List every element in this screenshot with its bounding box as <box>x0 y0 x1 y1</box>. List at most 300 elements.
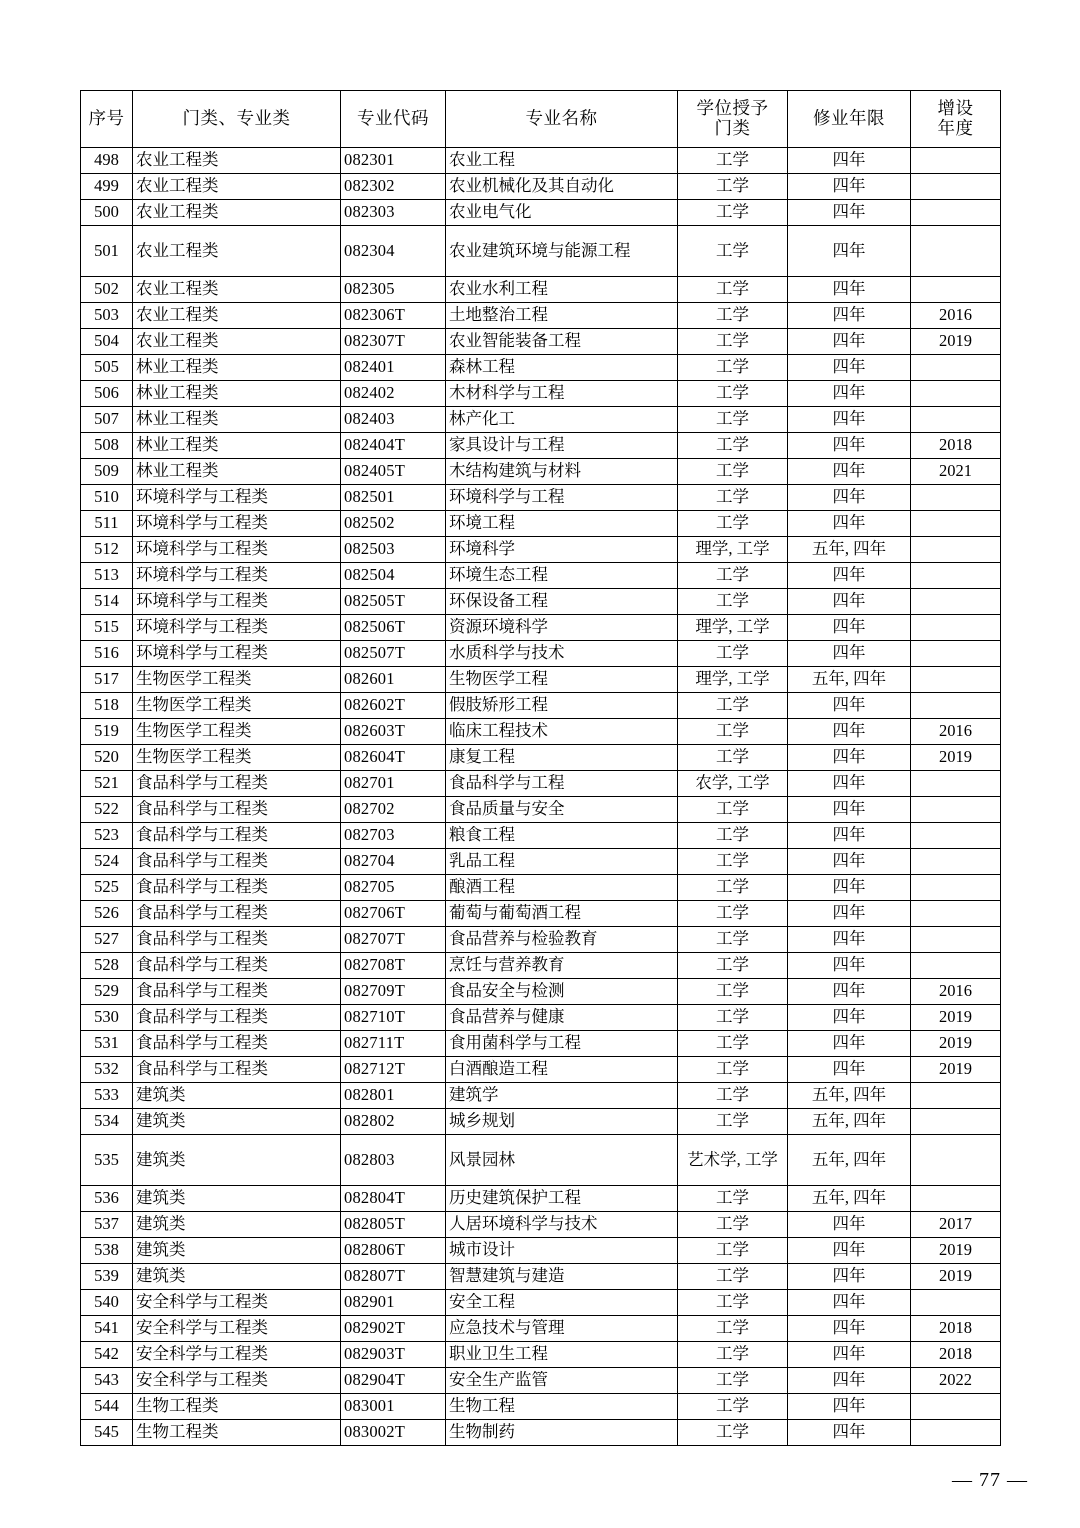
cell-code: 082604T <box>341 745 446 771</box>
cell-name: 水质科学与技术 <box>446 641 678 667</box>
cell-category: 建筑类 <box>133 1083 341 1109</box>
cell-added-year <box>911 381 1001 407</box>
table-row <box>81 589 1001 615</box>
cell-degree: 工学 <box>678 901 788 927</box>
cell-name: 城市设计 <box>446 1238 678 1264</box>
cell-degree: 工学 <box>678 303 788 329</box>
cell-added-year <box>911 927 1001 953</box>
cell-name: 农业建筑环境与能源工程 <box>446 226 678 277</box>
cell-duration: 四年 <box>788 226 911 277</box>
cell-name: 乳品工程 <box>446 849 678 875</box>
cell-index: 538 <box>81 1238 133 1264</box>
table-row <box>81 1186 1001 1212</box>
cell-code: 082507T <box>341 641 446 667</box>
cell-added-year: 2021 <box>911 459 1001 485</box>
cell-added-year <box>911 511 1001 537</box>
cell-added-year <box>911 667 1001 693</box>
cell-code: 082504 <box>341 563 446 589</box>
cell-index: 542 <box>81 1342 133 1368</box>
table-row <box>81 901 1001 927</box>
cell-duration: 四年 <box>788 355 911 381</box>
cell-index: 519 <box>81 719 133 745</box>
cell-duration: 四年 <box>788 797 911 823</box>
cell-name: 职业卫生工程 <box>446 1342 678 1368</box>
cell-added-year: 2018 <box>911 1316 1001 1342</box>
cell-degree: 工学 <box>678 875 788 901</box>
table-row <box>81 511 1001 537</box>
cell-duration: 五年, 四年 <box>788 537 911 563</box>
cell-category: 食品科学与工程类 <box>133 797 341 823</box>
cell-code: 082501 <box>341 485 446 511</box>
table-row <box>81 485 1001 511</box>
cell-index: 535 <box>81 1135 133 1186</box>
cell-name: 烹饪与营养教育 <box>446 953 678 979</box>
cell-category: 食品科学与工程类 <box>133 1031 341 1057</box>
cell-category: 生物工程类 <box>133 1394 341 1420</box>
cell-code: 083002T <box>341 1420 446 1446</box>
table-row <box>81 1135 1001 1186</box>
cell-code: 082404T <box>341 433 446 459</box>
cell-degree: 工学 <box>678 355 788 381</box>
cell-name: 食品营养与健康 <box>446 1005 678 1031</box>
cell-duration: 四年 <box>788 381 911 407</box>
cell-degree: 工学 <box>678 1109 788 1135</box>
cell-added-year <box>911 901 1001 927</box>
cell-code: 082503 <box>341 537 446 563</box>
cell-duration: 四年 <box>788 174 911 200</box>
cell-index: 506 <box>81 381 133 407</box>
cell-category: 环境科学与工程类 <box>133 485 341 511</box>
cell-degree: 工学 <box>678 1212 788 1238</box>
cell-duration: 四年 <box>788 979 911 1005</box>
cell-code: 082710T <box>341 1005 446 1031</box>
cell-category: 环境科学与工程类 <box>133 615 341 641</box>
table-row <box>81 1057 1001 1083</box>
table-row <box>81 1238 1001 1264</box>
cell-category: 农业工程类 <box>133 303 341 329</box>
cell-code: 082305 <box>341 277 446 303</box>
cell-category: 食品科学与工程类 <box>133 1005 341 1031</box>
table-row <box>81 693 1001 719</box>
cell-degree: 工学 <box>678 979 788 1005</box>
cell-name: 生物工程 <box>446 1394 678 1420</box>
cell-duration: 四年 <box>788 148 911 174</box>
cell-category: 食品科学与工程类 <box>133 953 341 979</box>
cell-index: 507 <box>81 407 133 433</box>
cell-code: 082802 <box>341 1109 446 1135</box>
cell-name: 食品安全与检测 <box>446 979 678 1005</box>
cell-added-year <box>911 1135 1001 1186</box>
cell-duration: 四年 <box>788 1342 911 1368</box>
cell-index: 515 <box>81 615 133 641</box>
table-row <box>81 745 1001 771</box>
cell-degree: 工学 <box>678 693 788 719</box>
table-row <box>81 875 1001 901</box>
table-row <box>81 615 1001 641</box>
cell-code: 082903T <box>341 1342 446 1368</box>
cell-name: 资源环境科学 <box>446 615 678 641</box>
cell-category: 农业工程类 <box>133 200 341 226</box>
cell-added-year <box>911 1083 1001 1109</box>
cell-index: 513 <box>81 563 133 589</box>
cell-name: 食用菌科学与工程 <box>446 1031 678 1057</box>
table-row <box>81 979 1001 1005</box>
cell-name: 环境科学 <box>446 537 678 563</box>
column-header-duration: 修业年限 <box>788 91 911 148</box>
cell-index: 524 <box>81 849 133 875</box>
cell-category: 生物医学工程类 <box>133 745 341 771</box>
cell-index: 514 <box>81 589 133 615</box>
cell-duration: 四年 <box>788 589 911 615</box>
cell-index: 540 <box>81 1290 133 1316</box>
cell-index: 521 <box>81 771 133 797</box>
cell-added-year <box>911 200 1001 226</box>
column-header-added-line2: 年度 <box>937 118 974 138</box>
cell-code: 082402 <box>341 381 446 407</box>
cell-index: 534 <box>81 1109 133 1135</box>
cell-index: 499 <box>81 174 133 200</box>
cell-degree: 工学 <box>678 381 788 407</box>
cell-degree: 工学 <box>678 1186 788 1212</box>
cell-code: 082304 <box>341 226 446 277</box>
table-row <box>81 1290 1001 1316</box>
cell-index: 517 <box>81 667 133 693</box>
cell-name: 历史建筑保护工程 <box>446 1186 678 1212</box>
cell-added-year <box>911 589 1001 615</box>
cell-degree: 工学 <box>678 1057 788 1083</box>
cell-category: 林业工程类 <box>133 355 341 381</box>
cell-code: 082806T <box>341 1238 446 1264</box>
cell-index: 498 <box>81 148 133 174</box>
cell-added-year: 2019 <box>911 1031 1001 1057</box>
cell-duration: 四年 <box>788 563 911 589</box>
table-row <box>81 823 1001 849</box>
table-row <box>81 667 1001 693</box>
cell-degree: 工学 <box>678 641 788 667</box>
cell-degree: 工学 <box>678 1238 788 1264</box>
cell-code: 082709T <box>341 979 446 1005</box>
cell-added-year: 2019 <box>911 1264 1001 1290</box>
cell-category: 安全科学与工程类 <box>133 1342 341 1368</box>
table-row <box>81 1031 1001 1057</box>
cell-index: 543 <box>81 1368 133 1394</box>
cell-category: 建筑类 <box>133 1238 341 1264</box>
cell-index: 530 <box>81 1005 133 1031</box>
cell-duration: 四年 <box>788 459 911 485</box>
cell-category: 食品科学与工程类 <box>133 927 341 953</box>
cell-name: 环境科学与工程 <box>446 485 678 511</box>
table-row <box>81 1109 1001 1135</box>
cell-duration: 四年 <box>788 641 911 667</box>
cell-name: 木材科学与工程 <box>446 381 678 407</box>
cell-name: 农业工程 <box>446 148 678 174</box>
cell-added-year: 2019 <box>911 329 1001 355</box>
cell-code: 082707T <box>341 927 446 953</box>
cell-duration: 四年 <box>788 1057 911 1083</box>
table-row <box>81 1342 1001 1368</box>
cell-degree: 工学 <box>678 200 788 226</box>
cell-index: 539 <box>81 1264 133 1290</box>
cell-duration: 四年 <box>788 1031 911 1057</box>
cell-degree: 工学 <box>678 823 788 849</box>
cell-code: 082506T <box>341 615 446 641</box>
cell-category: 环境科学与工程类 <box>133 589 341 615</box>
table-row <box>81 148 1001 174</box>
cell-degree: 工学 <box>678 329 788 355</box>
cell-name: 智慧建筑与建造 <box>446 1264 678 1290</box>
cell-added-year <box>911 148 1001 174</box>
cell-index: 508 <box>81 433 133 459</box>
cell-name: 木结构建筑与材料 <box>446 459 678 485</box>
cell-code: 082712T <box>341 1057 446 1083</box>
column-header-category: 门类、专业类 <box>133 91 341 148</box>
cell-degree: 理学, 工学 <box>678 537 788 563</box>
cell-index: 527 <box>81 927 133 953</box>
table-row <box>81 329 1001 355</box>
cell-added-year <box>911 1186 1001 1212</box>
cell-added-year <box>911 277 1001 303</box>
table-row <box>81 849 1001 875</box>
cell-category: 安全科学与工程类 <box>133 1368 341 1394</box>
table-row <box>81 797 1001 823</box>
cell-degree: 工学 <box>678 953 788 979</box>
cell-added-year <box>911 563 1001 589</box>
table-row <box>81 1420 1001 1446</box>
cell-name: 食品质量与安全 <box>446 797 678 823</box>
cell-index: 536 <box>81 1186 133 1212</box>
cell-added-year <box>911 615 1001 641</box>
cell-code: 082902T <box>341 1316 446 1342</box>
cell-added-year: 2019 <box>911 745 1001 771</box>
cell-category: 食品科学与工程类 <box>133 1057 341 1083</box>
cell-degree: 工学 <box>678 849 788 875</box>
cell-duration: 四年 <box>788 329 911 355</box>
cell-degree: 工学 <box>678 148 788 174</box>
cell-category: 林业工程类 <box>133 381 341 407</box>
cell-added-year <box>911 355 1001 381</box>
cell-added-year <box>911 693 1001 719</box>
cell-index: 505 <box>81 355 133 381</box>
cell-added-year: 2018 <box>911 1342 1001 1368</box>
cell-code: 082706T <box>341 901 446 927</box>
cell-degree: 工学 <box>678 226 788 277</box>
cell-degree: 工学 <box>678 745 788 771</box>
cell-category: 农业工程类 <box>133 174 341 200</box>
cell-index: 520 <box>81 745 133 771</box>
cell-degree: 艺术学, 工学 <box>678 1135 788 1186</box>
table-row <box>81 433 1001 459</box>
cell-code: 082603T <box>341 719 446 745</box>
cell-name: 农业智能装备工程 <box>446 329 678 355</box>
cell-name: 土地整治工程 <box>446 303 678 329</box>
column-header-degree-line1: 学位授予 <box>696 98 769 119</box>
cell-degree: 工学 <box>678 459 788 485</box>
cell-name: 康复工程 <box>446 745 678 771</box>
cell-code: 082303 <box>341 200 446 226</box>
table-row <box>81 459 1001 485</box>
column-header-index: 序号 <box>81 91 133 148</box>
cell-category: 农业工程类 <box>133 329 341 355</box>
cell-duration: 四年 <box>788 719 911 745</box>
cell-added-year: 2017 <box>911 1212 1001 1238</box>
cell-duration: 五年, 四年 <box>788 667 911 693</box>
table-row <box>81 1316 1001 1342</box>
cell-duration: 四年 <box>788 1290 911 1316</box>
cell-name: 粮食工程 <box>446 823 678 849</box>
cell-degree: 工学 <box>678 1083 788 1109</box>
cell-added-year <box>911 1394 1001 1420</box>
cell-added-year <box>911 537 1001 563</box>
cell-code: 082405T <box>341 459 446 485</box>
cell-category: 环境科学与工程类 <box>133 511 341 537</box>
cell-category: 建筑类 <box>133 1186 341 1212</box>
cell-duration: 四年 <box>788 200 911 226</box>
cell-index: 503 <box>81 303 133 329</box>
cell-index: 528 <box>81 953 133 979</box>
cell-category: 安全科学与工程类 <box>133 1290 341 1316</box>
cell-category: 食品科学与工程类 <box>133 901 341 927</box>
cell-degree: 理学, 工学 <box>678 667 788 693</box>
cell-category: 林业工程类 <box>133 433 341 459</box>
cell-name: 森林工程 <box>446 355 678 381</box>
cell-index: 531 <box>81 1031 133 1057</box>
cell-category: 生物医学工程类 <box>133 667 341 693</box>
cell-added-year: 2019 <box>911 1005 1001 1031</box>
cell-duration: 四年 <box>788 1238 911 1264</box>
cell-code: 082701 <box>341 771 446 797</box>
cell-code: 082601 <box>341 667 446 693</box>
cell-category: 建筑类 <box>133 1264 341 1290</box>
cell-added-year: 2018 <box>911 433 1001 459</box>
cell-code: 082307T <box>341 329 446 355</box>
cell-code: 082306T <box>341 303 446 329</box>
cell-category: 农业工程类 <box>133 226 341 277</box>
cell-category: 安全科学与工程类 <box>133 1316 341 1342</box>
cell-degree: 工学 <box>678 1368 788 1394</box>
cell-added-year <box>911 771 1001 797</box>
table-row <box>81 1394 1001 1420</box>
cell-degree: 工学 <box>678 485 788 511</box>
cell-name: 白酒酿造工程 <box>446 1057 678 1083</box>
column-header-added-year <box>911 91 1001 148</box>
cell-degree: 工学 <box>678 1420 788 1446</box>
cell-duration: 四年 <box>788 875 911 901</box>
cell-duration: 四年 <box>788 1264 911 1290</box>
cell-degree: 工学 <box>678 277 788 303</box>
cell-degree: 理学, 工学 <box>678 615 788 641</box>
cell-degree: 工学 <box>678 1316 788 1342</box>
cell-index: 500 <box>81 200 133 226</box>
cell-index: 518 <box>81 693 133 719</box>
cell-index: 522 <box>81 797 133 823</box>
cell-category: 建筑类 <box>133 1109 341 1135</box>
cell-code: 082301 <box>341 148 446 174</box>
cell-added-year <box>911 953 1001 979</box>
cell-code: 083001 <box>341 1394 446 1420</box>
cell-code: 082705 <box>341 875 446 901</box>
cell-name: 应急技术与管理 <box>446 1316 678 1342</box>
cell-category: 建筑类 <box>133 1135 341 1186</box>
cell-category: 林业工程类 <box>133 459 341 485</box>
cell-name: 农业水利工程 <box>446 277 678 303</box>
cell-code: 082904T <box>341 1368 446 1394</box>
cell-duration: 四年 <box>788 615 911 641</box>
majors-table-container <box>80 90 1000 1446</box>
cell-name: 环境工程 <box>446 511 678 537</box>
cell-code: 082302 <box>341 174 446 200</box>
cell-degree: 工学 <box>678 1264 788 1290</box>
cell-index: 512 <box>81 537 133 563</box>
cell-code: 082505T <box>341 589 446 615</box>
cell-degree: 工学 <box>678 511 788 537</box>
cell-added-year <box>911 1290 1001 1316</box>
cell-degree: 工学 <box>678 1031 788 1057</box>
cell-added-year: 2016 <box>911 979 1001 1005</box>
cell-degree: 工学 <box>678 1005 788 1031</box>
cell-category: 建筑类 <box>133 1212 341 1238</box>
table-row <box>81 641 1001 667</box>
cell-name: 林产化工 <box>446 407 678 433</box>
cell-name: 环境生态工程 <box>446 563 678 589</box>
cell-duration: 四年 <box>788 823 911 849</box>
table-body <box>81 148 1001 1446</box>
cell-category: 生物工程类 <box>133 1420 341 1446</box>
cell-duration: 五年, 四年 <box>788 1083 911 1109</box>
cell-name: 生物医学工程 <box>446 667 678 693</box>
cell-index: 516 <box>81 641 133 667</box>
cell-index: 533 <box>81 1083 133 1109</box>
table-row <box>81 1083 1001 1109</box>
cell-duration: 五年, 四年 <box>788 1109 911 1135</box>
column-header-name: 专业名称 <box>446 91 678 148</box>
cell-code: 082403 <box>341 407 446 433</box>
cell-name: 人居环境科学与技术 <box>446 1212 678 1238</box>
cell-category: 食品科学与工程类 <box>133 823 341 849</box>
cell-added-year <box>911 641 1001 667</box>
table-row <box>81 407 1001 433</box>
cell-duration: 四年 <box>788 1420 911 1446</box>
cell-added-year <box>911 174 1001 200</box>
cell-added-year <box>911 849 1001 875</box>
cell-code: 082702 <box>341 797 446 823</box>
cell-degree: 工学 <box>678 433 788 459</box>
column-header-degree <box>678 91 788 148</box>
table-row <box>81 277 1001 303</box>
cell-added-year <box>911 823 1001 849</box>
cell-degree: 工学 <box>678 1290 788 1316</box>
cell-code: 082708T <box>341 953 446 979</box>
table-row <box>81 953 1001 979</box>
cell-category: 环境科学与工程类 <box>133 563 341 589</box>
cell-name: 安全生产监管 <box>446 1368 678 1394</box>
cell-index: 532 <box>81 1057 133 1083</box>
cell-category: 环境科学与工程类 <box>133 537 341 563</box>
cell-added-year <box>911 485 1001 511</box>
column-header-added-line1: 增设 <box>937 98 974 119</box>
cell-code: 082704 <box>341 849 446 875</box>
cell-duration: 四年 <box>788 901 911 927</box>
table-row <box>81 1005 1001 1031</box>
table-row <box>81 1212 1001 1238</box>
column-header-degree-line2: 门类 <box>714 118 751 138</box>
table-row <box>81 1264 1001 1290</box>
cell-name: 农业电气化 <box>446 200 678 226</box>
cell-duration: 四年 <box>788 1005 911 1031</box>
cell-added-year <box>911 407 1001 433</box>
cell-added-year <box>911 875 1001 901</box>
majors-table <box>80 90 1001 1446</box>
cell-duration: 四年 <box>788 277 911 303</box>
